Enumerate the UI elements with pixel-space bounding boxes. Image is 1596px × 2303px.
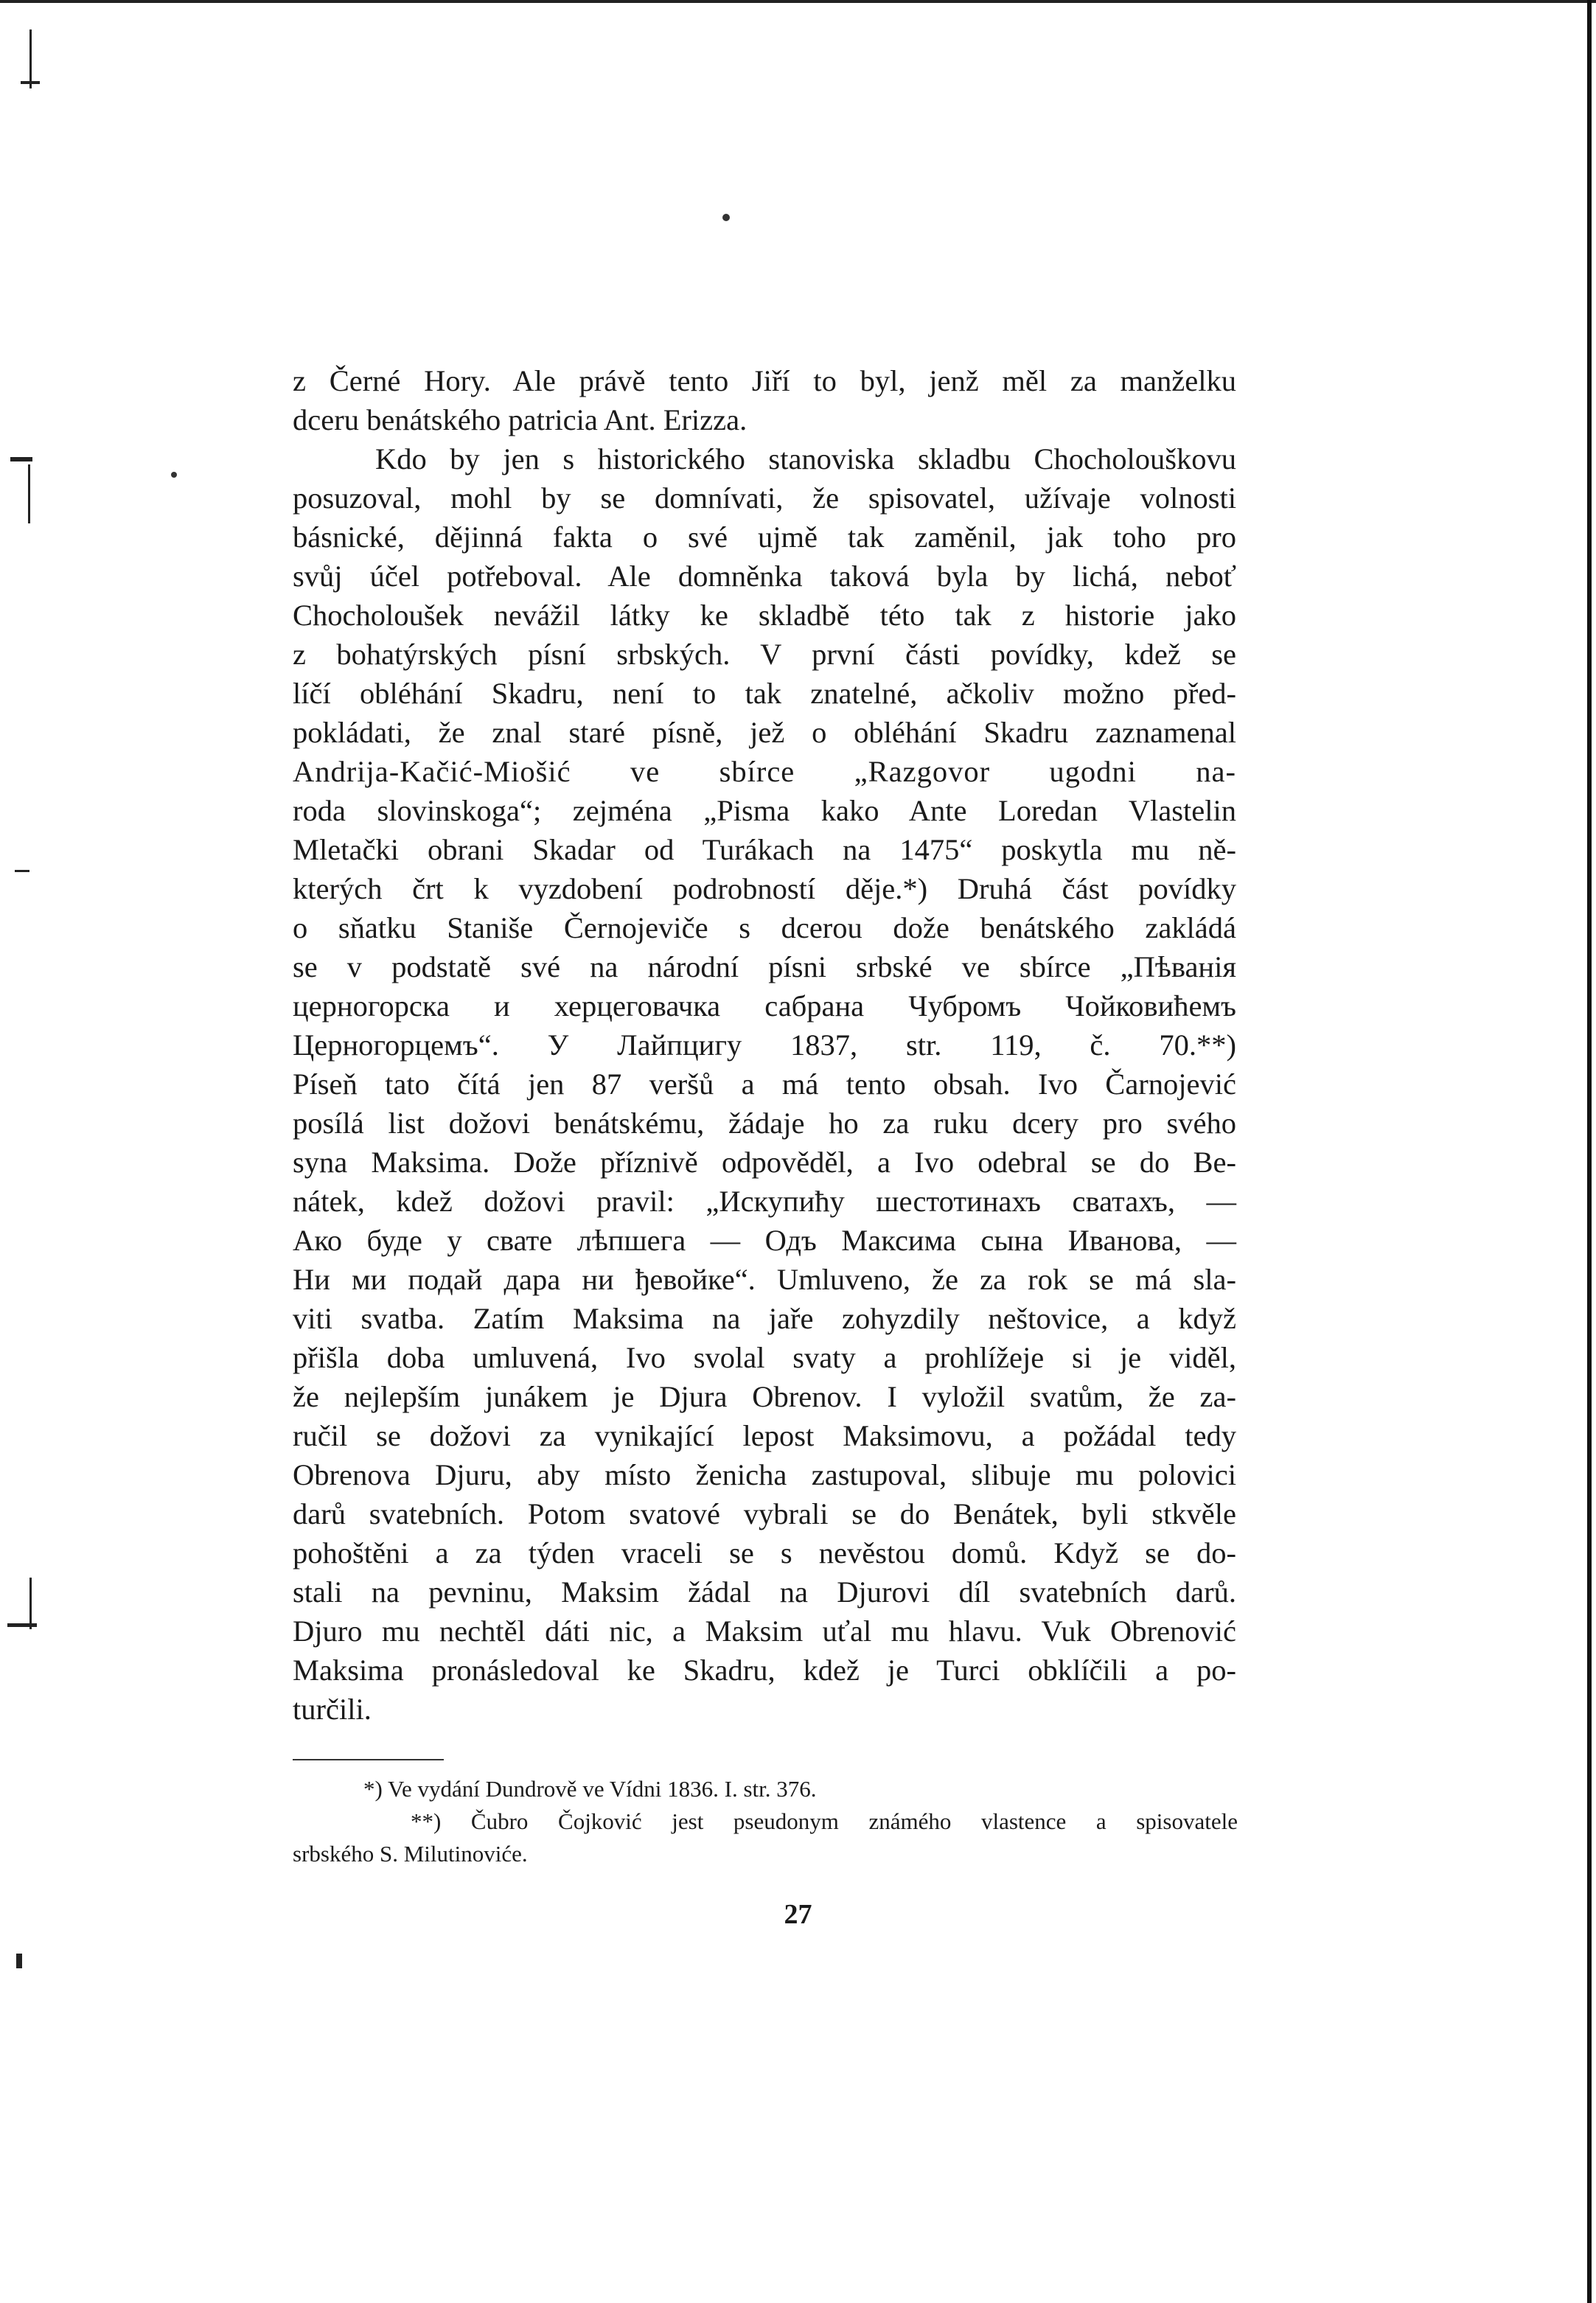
footnote-2: **) Čubro Čojković jest pseudonym známého vlastence a spisovatele (411, 1808, 1238, 1834)
body-line: Píseň tato čítá jen 87 veršů a má tento obsah. Ivo Čarnojević (293, 1067, 1236, 1101)
body-line: kterých črt k vyzdobení podrobností děje.*) Druhá část povídky (293, 872, 1236, 905)
page-number: 27 (784, 1899, 812, 1930)
body-line: Obrenova Djuru, aby místo ženicha zastupoval, slibuje mu polovici (293, 1458, 1236, 1491)
body-line: roda slovinskoga“; zejména „Pisma kako Ante Loredan Vlastelin (293, 794, 1236, 827)
body-line: svůj účel potřeboval. Ale domněnka taková byla by lichá, neboť (293, 560, 1236, 593)
scan-mark (16, 1954, 22, 1968)
scan-right-border (1587, 0, 1592, 2303)
scan-mark (29, 29, 32, 88)
body-line: Mletački obrani Skadar od Turákach na 1475“ poskytla mu ně- (293, 833, 1236, 866)
body-line: syna Maksima. Dože příznivě odpověděl, a Ivo odebral se do Be- (293, 1146, 1236, 1179)
scan-mark (7, 1623, 37, 1627)
scan-mark (15, 870, 29, 872)
footnotes (293, 1773, 1238, 1870)
body-text (293, 361, 1236, 1729)
scan-mark (10, 457, 32, 461)
body-line: ručil se dožovi za vynikající lepost Maksimovu, a požádal tedy (293, 1419, 1236, 1452)
body-line: z bohatýrských písní srbských. V první části povídky, kdež se (293, 638, 1236, 671)
body-line: pokládati, že znal staré písně, jež o obléhání Skadru zaznamenal (293, 716, 1236, 749)
body-line: Ни ми подай дара ни ђевойке“. Umluveno, že za rok se má sla- (293, 1263, 1236, 1296)
body-line: se v podstatě své na národní písni srbské ve sbírce „Пѣванія (293, 950, 1236, 983)
body-line: darů svatebních. Potom svatové vybrali se do Benátek, byli stkvěle (293, 1497, 1236, 1530)
body-line: церногорска и херцеговачка сабрана Чубромъ Чойковићемъ (293, 989, 1236, 1022)
body-line: pohoštěni a za týden vraceli se s nevěstou domů. Když se do- (293, 1536, 1236, 1569)
body-line: básnické, dějinná fakta o své ujmě tak zaměnil, jak toho pro (293, 520, 1236, 554)
scan-mark (21, 81, 40, 84)
body-line: o sňatku Staniše Černojeviče s dcerou dože benátského zakládá (293, 911, 1236, 944)
body-line: dceru benátského patricia Ant. Erizza. (293, 403, 748, 436)
body-line: posuzoval, mohl by se domnívati, že spisovatel, užívaje volnosti (293, 481, 1236, 515)
footnote-1: *) Ve vydání Dundrově ve Vídni 1836. I. str. 376. (363, 1776, 817, 1802)
body-line: stali na pevninu, Maksim žádal na Djurovi díl svatebních darů. (293, 1575, 1236, 1609)
scan-dot (171, 472, 177, 478)
body-line: Chocholoušek nevážil látky ke skladbě této tak z historie jako (293, 599, 1236, 632)
scan-mark (28, 464, 30, 523)
body-line: turčili. (293, 1693, 372, 1726)
body-line: z Černé Hory. Ale právě tento Jiří to byl, jenž měl za manželku (293, 364, 1236, 397)
body-line: viti svatba. Zatím Maksima na jaře zohyzdily neštovice, a když (293, 1302, 1236, 1335)
body-line: Djuro mu nechtěl dáti nic, a Maksim uťal mu hlavu. Vuk Obrenović (293, 1614, 1236, 1648)
scan-dot (722, 214, 730, 221)
body-line: že nejlepším junákem je Djura Obrenov. I vyložil svatům, že za- (293, 1380, 1236, 1413)
body-line: posílá list dožovi benátskému, žádaje ho za ruku dcery pro svého (293, 1107, 1236, 1140)
body-line: Kdo by jen s historického stanoviska skladbu Chocholouškovu (375, 442, 1236, 475)
body-line: Andrija-Kačić-Miošić ve sbírce „Razgovor ugodni na- (293, 755, 1236, 788)
body-line: líčí obléhání Skadru, není to tak znatelné, ačkoliv možno před- (293, 677, 1236, 710)
scan-mark (29, 1578, 32, 1629)
scan-top-border (0, 0, 1596, 3)
body-line: nátek, kdež dožovi pravil: „Искупиħу шестотинахъ сватахъ, — (293, 1185, 1236, 1218)
body-line: přišla doba umluvená, Ivo svolal svaty a prohlížeje si je viděl, (293, 1341, 1236, 1374)
footnote-2-continuation: srbského S. Milutinoviće. (293, 1841, 528, 1867)
body-line: Церногорцемъ“. У Лайпцигу 1837, str. 119, č. 70.**) (293, 1028, 1236, 1062)
body-line: Maksima pronásledoval ke Skadru, kdež je Turci obklíčili a po- (293, 1654, 1236, 1687)
footnote-divider (293, 1759, 444, 1760)
body-line: Ако буде у свате лѣпшега — Одъ Максима сына Иванова, — (293, 1224, 1236, 1257)
